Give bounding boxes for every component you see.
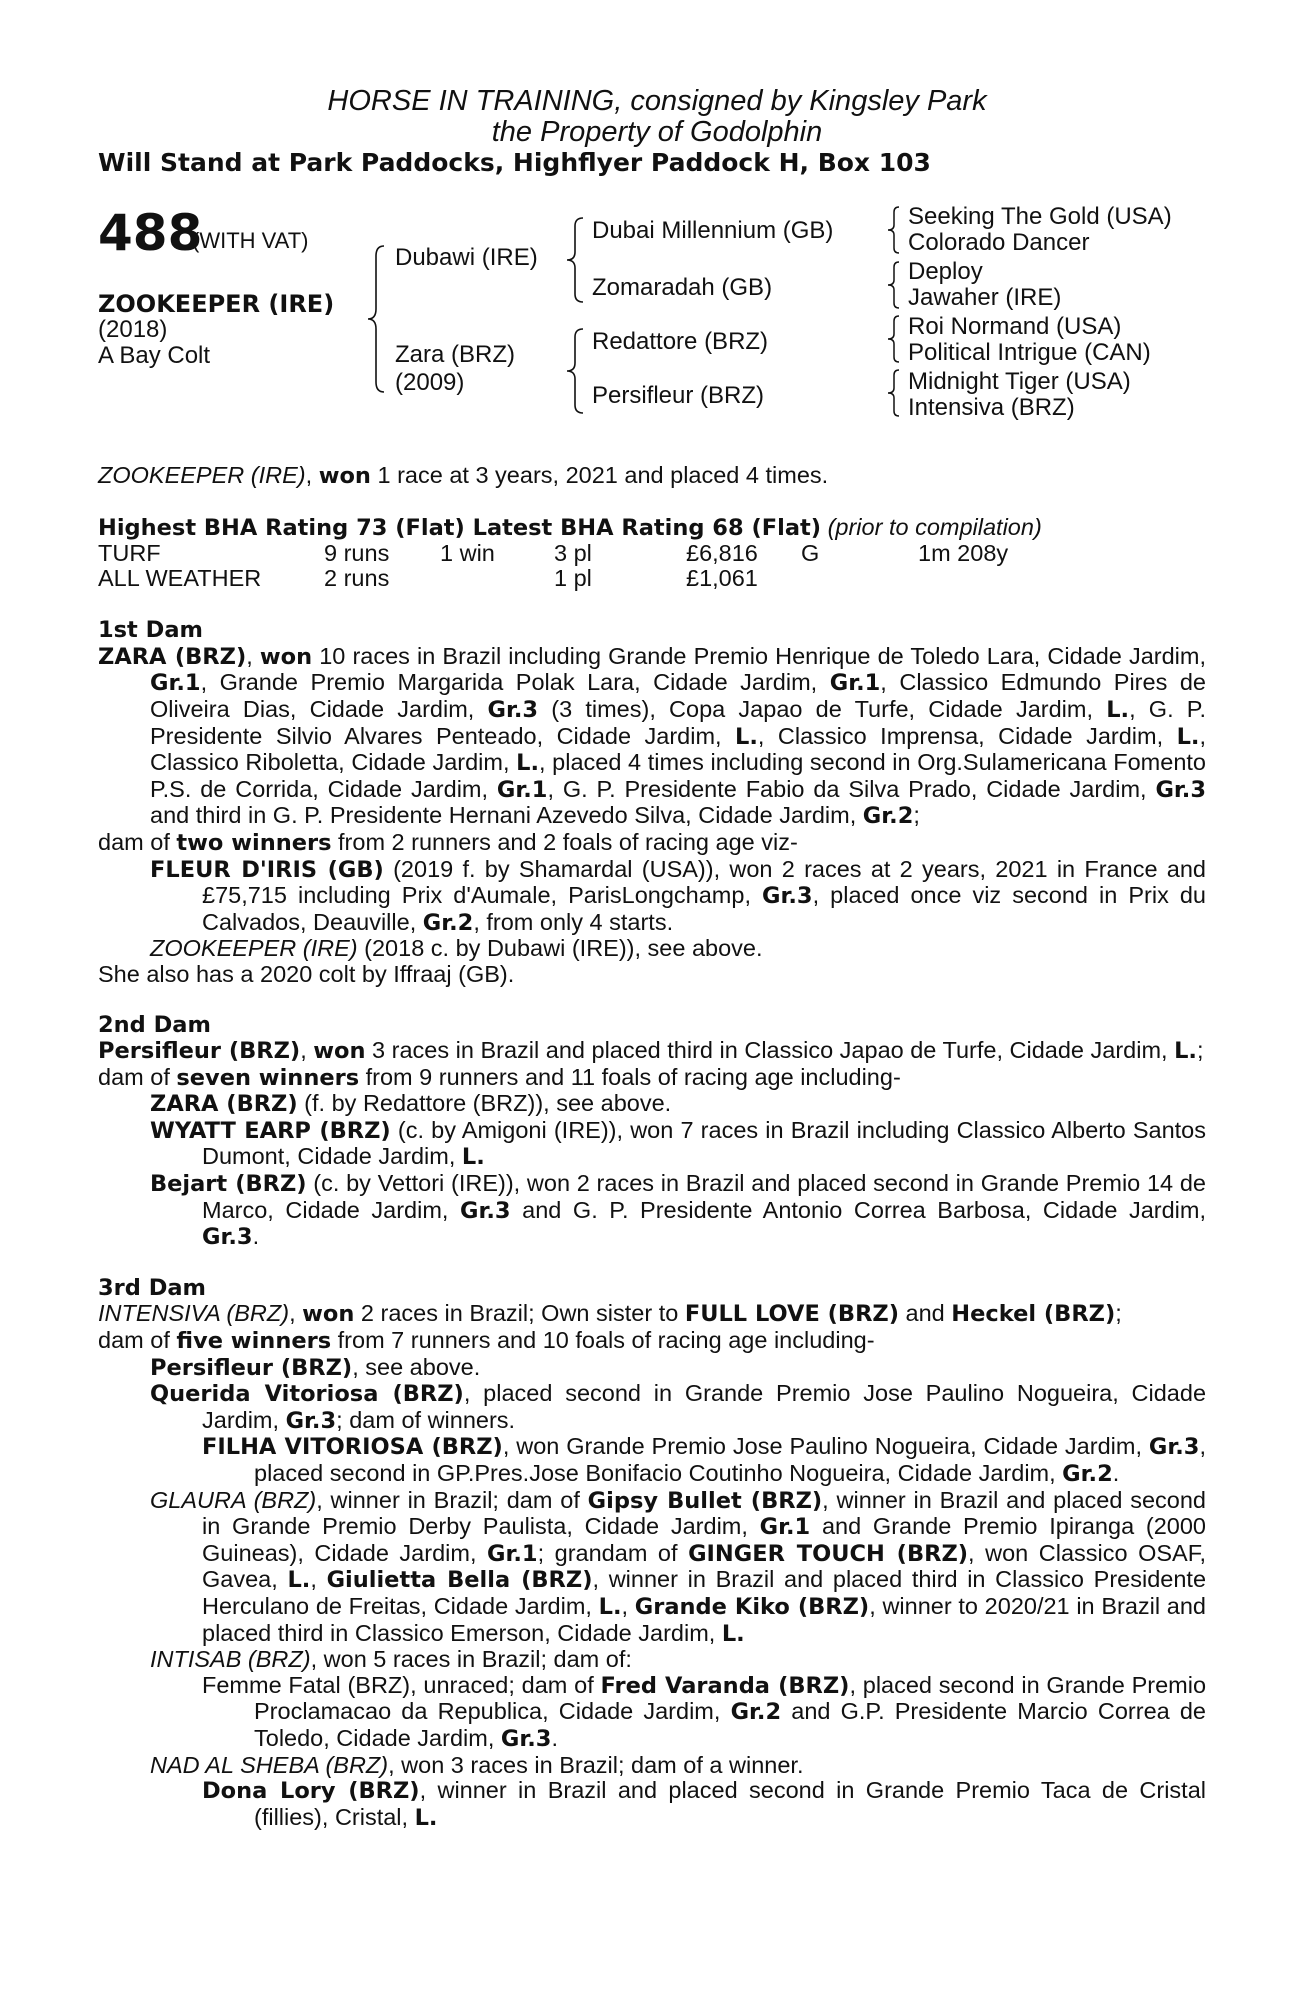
- third-dam-heading: 3rd Dam: [98, 1274, 206, 1301]
- text-run: , won 5 races in Brazil; dam of:: [310, 1646, 632, 1673]
- text-run: Grande Kiko (BRZ): [634, 1593, 870, 1620]
- text-run: Gr.1: [829, 670, 881, 697]
- text-run: Gr.3: [285, 1407, 337, 1434]
- text-run: Dona Lory (BRZ): [202, 1778, 420, 1805]
- text-run: INTISAB (BRZ): [150, 1646, 311, 1673]
- text-run: , won Classico OSAF, Gavea,: [202, 1539, 1207, 1593]
- text-run: , won 3 races in Brazil; dam of a winner.: [388, 1751, 804, 1778]
- third-dam-grandfoal-3: [98, 1778, 1206, 1831]
- text-run: Querida Vitoriosa (BRZ): [150, 1381, 464, 1408]
- text-run: , Classico Edmundo Pires de Oliveira Dias, Cidade Jardim,: [150, 669, 1206, 722]
- text-run: ,: [300, 1037, 314, 1064]
- pedigree-sdd: Jawaher (IRE): [908, 284, 1062, 311]
- third-dam-produce: [98, 1328, 1206, 1355]
- pedigree-ddd: Intensiva (BRZ): [908, 394, 1075, 421]
- foaling-year: (2018): [98, 316, 168, 343]
- pedigree-sire-sire: Dubai Millennium (GB): [592, 217, 834, 244]
- text-run: ZOOKEEPER (IRE): [150, 935, 358, 962]
- text-run: and Grande Premio Ipiranga (2000 Guineas), Cidade Jardim,: [202, 1513, 1206, 1566]
- text-run: dam of: [98, 828, 177, 855]
- text-run: , placed 4 times including second in Org.Sulamericana Fomento P.S. de Corrida, Cidade Jardim,: [150, 749, 1206, 802]
- text-run: , from only 4 starts.: [473, 908, 674, 935]
- first-dam-note: [98, 962, 1206, 988]
- text-run: ,: [289, 1300, 303, 1327]
- text-run: seven winners: [176, 1064, 360, 1091]
- text-run: , placed second in Grande Premio Jose Paulino Nogueira, Cidade Jardim,: [202, 1380, 1207, 1433]
- pedigree-brace-1: [366, 244, 388, 394]
- text-run: Gr.3: [762, 883, 813, 910]
- pedigree-dss: Roi Normand (USA): [908, 313, 1122, 340]
- text-run: L.: [1106, 696, 1130, 723]
- text-run: , Classico Riboletta, Cidade Jardim,: [150, 722, 1206, 776]
- aw-label: ALL WEATHER: [98, 565, 262, 592]
- text-run: Persifleur (BRZ): [98, 1038, 301, 1065]
- text-run: ; grandam of: [537, 1539, 689, 1566]
- text-run: , winner in Brazil; dam of: [316, 1486, 588, 1513]
- lot-number: 488: [98, 204, 203, 262]
- vat-note: (WITH VAT): [192, 228, 309, 253]
- race-summary: ZOOKEEPER (IRE), won 1 race at 3 years, 2021 and placed 4 times.: [98, 462, 829, 489]
- third-dam-foal-4: [98, 1647, 1206, 1673]
- text-run: NAD AL SHEBA (BRZ): [150, 1751, 389, 1778]
- text-run: , Classico Imprensa, Cidade Jardim,: [757, 722, 1177, 749]
- text-run: from 7 runners and 10 foals of racing age including-: [331, 1327, 875, 1354]
- text-run: Fred Varanda (BRZ): [600, 1672, 850, 1699]
- third-dam-grandfoal-2: [98, 1673, 1206, 1753]
- text-run: five winners: [176, 1328, 332, 1355]
- text-run: Giulietta Bella (BRZ): [326, 1567, 593, 1594]
- text-run: 2 races in Brazil; Own sister to: [354, 1300, 685, 1327]
- text-run: (f. by Redattore (BRZ)), see above.: [297, 1090, 672, 1117]
- turf-wins: 1 win: [440, 540, 495, 567]
- aw-runs: 2 runs: [324, 565, 390, 592]
- third-dam-foal-1: [98, 1355, 1206, 1382]
- turf-placed: 3 pl: [554, 540, 592, 567]
- text-run: Persifleur (BRZ): [150, 1354, 353, 1381]
- text-run: , winner to 2020/21 in Brazil and placed third in Classico Emerson, Cidade Jardim,: [202, 1592, 1206, 1646]
- text-run: , winner in Brazil and placed second in Grande Premio Derby Paulista, Cidade Jardim,: [202, 1486, 1206, 1540]
- text-run: Gr.3: [460, 1197, 511, 1224]
- second-dam-foal-3: [98, 1171, 1206, 1251]
- text-run: GLAURA (BRZ): [150, 1486, 317, 1513]
- text-run: (2018 c. by Dubawi (IRE)), see above.: [357, 935, 763, 962]
- pedigree-sds: Deploy: [908, 258, 983, 285]
- text-run: , placed second in GP.Pres.Jose Bonifacio Coutinho Nogueira, Cidade Jardim,: [254, 1433, 1206, 1486]
- text-run: two winners: [176, 829, 332, 856]
- catalogue-body: [98, 463, 1206, 1831]
- text-run: .: [551, 1724, 558, 1751]
- text-run: Gr.3: [500, 1725, 552, 1752]
- text-run: won: [302, 1301, 355, 1328]
- text-run: Gipsy Bullet (BRZ): [587, 1487, 823, 1514]
- text-run: Gr.3: [1155, 776, 1206, 803]
- text-run: and: [899, 1300, 952, 1327]
- text-run: INTENSIVA (BRZ): [98, 1300, 290, 1327]
- pedigree-dds: Midnight Tiger (USA): [908, 368, 1131, 395]
- pedigree-sire-dam: Zomaradah (GB): [592, 274, 773, 301]
- text-run: ;: [913, 802, 920, 829]
- second-dam-record: [98, 1038, 1206, 1065]
- text-run: Gr.1: [496, 776, 548, 803]
- text-run: (c. by Vettori (IRE)), won 2 races in Brazil and placed second in Grande Premio 14 de Marco, Cidade Jardim,: [202, 1170, 1206, 1223]
- text-run: from 2 runners and 2 foals of racing age viz-: [331, 828, 798, 855]
- bha-rating: Highest BHA Rating 73 (Flat) Latest BHA Rating 68 (Flat): [98, 514, 822, 541]
- text-run: L.: [1176, 723, 1200, 750]
- text-run: Gr.1: [759, 1514, 811, 1541]
- text-run: Gr.2: [862, 803, 914, 830]
- turf-earnings: £6,816: [686, 540, 758, 567]
- second-dam-heading: 2nd Dam: [98, 1011, 211, 1038]
- aw-placed: 1 pl: [554, 565, 592, 592]
- pedigree-brace-5: [886, 260, 902, 310]
- text-run: 3 races in Brazil and placed third in Classico Japao de Turfe, Cidade Jardim,: [365, 1037, 1175, 1064]
- first-dam-foal-1: [98, 857, 1206, 937]
- pedigree-dam-dam: Persifleur (BRZ): [592, 382, 765, 409]
- pedigree-dam-year: (2009): [395, 369, 465, 396]
- text-run: 10 races in Brazil including Grande Premio Henrique de Toledo Lara, Cidade Jardim,: [312, 642, 1206, 669]
- text-run: GINGER TOUCH (BRZ): [688, 1540, 969, 1567]
- text-run: FILHA VITORIOSA (BRZ): [202, 1434, 503, 1461]
- second-dam-foal-2: [98, 1118, 1206, 1171]
- rating-line: [98, 515, 1206, 542]
- text-run: L.: [516, 750, 539, 777]
- consignor-line: HORSE IN TRAINING, consigned by Kingsley Park: [327, 85, 987, 117]
- text-run: won: [259, 643, 313, 670]
- text-run: ;: [1196, 1037, 1204, 1064]
- pedigree-sire: Dubawi (IRE): [395, 244, 538, 271]
- text-run: (2019 f. by Shamardal (USA)), won 2 races at 2 years, 2021 in France and £75,715 including Prix d'Aumale, ParisLongchamp,: [202, 855, 1206, 909]
- first-dam-foal-2: [98, 936, 1206, 962]
- property-line: the Property of Godolphin: [491, 116, 823, 148]
- third-dam-grandfoal-1: [98, 1434, 1206, 1487]
- pedigree-brace-4: [886, 205, 902, 255]
- text-run: .: [252, 1223, 260, 1250]
- pedigree-dam-sire: Redattore (BRZ): [592, 328, 769, 355]
- text-run: and G.P. Presidente Marcio Correa de Toledo, Cidade Jardim,: [254, 1698, 1207, 1751]
- text-run: , G. P. Presidente Fabio da Silva Prado, Cidade Jardim,: [547, 775, 1156, 802]
- text-run: She also has a 2020 colt by Iffraaj (GB).: [98, 960, 515, 987]
- second-dam-foal-1: [98, 1091, 1206, 1118]
- third-dam-foal-5: [98, 1753, 1206, 1779]
- text-run: from 9 runners and 11 foals of racing age including-: [359, 1063, 901, 1090]
- text-run: and third in G. P. Presidente Hernani Azevedo Silva, Cidade Jardim,: [150, 802, 863, 829]
- pedigree-brace-6: [886, 314, 902, 364]
- text-run: Femme Fatal (BRZ), unraced; dam of: [202, 1671, 601, 1698]
- first-dam-produce: [98, 830, 1206, 857]
- turf-distance: 1m 208y: [918, 540, 1009, 567]
- text-run: ; dam of winners.: [336, 1406, 516, 1433]
- text-run: Bejart (BRZ): [150, 1171, 307, 1198]
- text-run: , see above.: [352, 1353, 481, 1380]
- text-run: L.: [414, 1804, 438, 1831]
- third-dam-record: [98, 1301, 1206, 1328]
- text-run: , placed once viz second in Prix du Calvados, Deauville,: [202, 882, 1206, 935]
- pedigree-brace-7: [886, 368, 902, 418]
- first-dam-heading: 1st Dam: [98, 617, 203, 644]
- text-run: Heckel (BRZ): [951, 1301, 1116, 1328]
- text-run: , winner in Brazil and placed second in Grande Premio Taca de Cristal (fillies), Cristal,: [254, 1777, 1206, 1830]
- text-run: Gr.2: [730, 1699, 782, 1726]
- text-run: Gr.3: [202, 1224, 253, 1251]
- text-run: FLEUR D'IRIS (GB): [150, 856, 384, 883]
- text-run: Gr.3: [487, 696, 539, 723]
- horse-name: ZOOKEEPER (IRE): [98, 290, 335, 318]
- summary-won: won: [318, 463, 371, 489]
- text-run: Gr.2: [422, 909, 474, 936]
- third-dam-foal-2: [98, 1381, 1206, 1434]
- pedigree-brace-3: [565, 327, 587, 415]
- first-dam-record: [98, 644, 1206, 830]
- pedigree-dsd: Political Intrigue (CAN): [908, 339, 1151, 366]
- text-run: and G. P. Presidente Antonio Correa Barbosa, Cidade Jardim,: [510, 1196, 1207, 1223]
- horse-description: A Bay Colt: [98, 342, 211, 369]
- pedigree-brace-2: [565, 216, 587, 304]
- pedigree-dam: Zara (BRZ): [395, 341, 515, 368]
- rating-note: (prior to compilation): [827, 513, 1042, 540]
- turf-runs: 9 runs: [324, 540, 390, 567]
- text-run: L.: [721, 1620, 745, 1647]
- text-run: Gr.1: [487, 1540, 538, 1567]
- second-dam-produce: [98, 1065, 1206, 1092]
- text-run: L.: [287, 1567, 311, 1594]
- text-run: , won Grande Premio Jose Paulino Nogueira, Cidade Jardim,: [502, 1433, 1149, 1460]
- text-run: , placed second in Grande Premio Proclamacao da Republica, Cidade Jardim,: [254, 1671, 1207, 1725]
- text-run: dam of: [98, 1327, 177, 1354]
- text-run: won: [313, 1038, 366, 1065]
- turf-label: TURF: [98, 540, 161, 567]
- text-run: ZARA (BRZ): [150, 1091, 298, 1118]
- text-run: L.: [598, 1593, 622, 1620]
- text-run: , Grande Premio Margarida Polak Lara, Cidade Jardim,: [200, 669, 830, 696]
- pedigree-sss: Seeking The Gold (USA): [908, 203, 1172, 230]
- text-run: ;: [1115, 1300, 1122, 1327]
- summary-horse-name: ZOOKEEPER (IRE): [98, 462, 306, 488]
- text-run: dam of: [98, 1063, 177, 1090]
- text-run: L.: [1174, 1038, 1197, 1065]
- text-run: WYATT EARP (BRZ): [150, 1117, 391, 1144]
- text-run: , G. P. Presidente Silvio Alvares Penteado, Cidade Jardim,: [150, 695, 1206, 749]
- text-run: L.: [735, 723, 758, 750]
- pedigree-ssd: Colorado Dancer: [908, 229, 1090, 256]
- turf-going: G: [801, 540, 820, 567]
- performance-table: [98, 541, 1206, 593]
- text-run: ,: [310, 1566, 327, 1593]
- text-run: (3 times), Copa Japao de Turfe, Cidade Jardim,: [538, 695, 1107, 722]
- text-run: L.: [461, 1144, 485, 1171]
- summary-record: 1 race at 3 years, 2021 and placed 4 times.: [377, 462, 829, 488]
- text-run: Gr.1: [150, 670, 201, 697]
- stabling-line: Will Stand at Park Paddocks, Highflyer Paddock H, Box 103: [98, 148, 931, 177]
- text-run: ,: [246, 642, 260, 669]
- third-dam-foal-3: [98, 1488, 1206, 1648]
- text-run: .: [1112, 1460, 1120, 1486]
- text-run: Gr.3: [1148, 1434, 1200, 1461]
- aw-earnings: £1,061: [686, 565, 758, 592]
- text-run: , winner in Brazil and placed third in Classico Presidente Herculano de Freitas, Cidade Jardim,: [202, 1566, 1207, 1619]
- text-run: (c. by Amigoni (IRE)), won 7 races in Brazil including Classico Alberto Santos Dumont, Cidade Jardim,: [202, 1116, 1207, 1170]
- text-run: FULL LOVE (BRZ): [684, 1301, 900, 1328]
- text-run: ZARA (BRZ): [98, 643, 247, 670]
- text-run: Gr.2: [1062, 1461, 1113, 1487]
- text-run: ,: [621, 1592, 635, 1619]
